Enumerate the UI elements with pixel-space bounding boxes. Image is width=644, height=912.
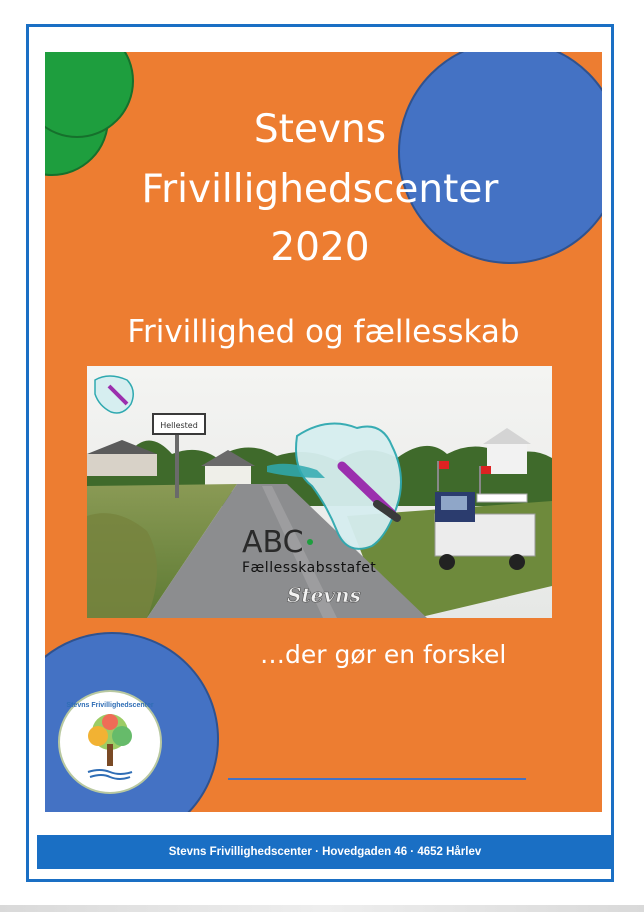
organization-logo <box>58 690 162 794</box>
stafet-place-text: Stevns <box>287 583 361 607</box>
logo-text: Stevns Frivillighedscenter <box>66 702 154 709</box>
bottom-edge-strip <box>0 905 644 912</box>
tagline: …der gør en forskel <box>260 640 507 669</box>
subtitle: Frivillighed og fællesskab <box>127 314 520 350</box>
road-sign-text: Hellested <box>160 421 198 430</box>
title-year: 2020 <box>270 225 370 270</box>
cover-photo <box>87 366 552 618</box>
tree-icon <box>60 692 160 792</box>
abc-logo-text: ABC <box>242 525 304 560</box>
title-line-2: Frivillighedscenter <box>141 167 499 212</box>
stafet-name-text: Fællesskabsstafet <box>242 560 377 576</box>
footer-address-bar: Stevns Frivillighedscenter · Hovedgaden 46 · 4652 Hårlev <box>37 835 613 869</box>
title-line-1: Stevns <box>253 107 387 152</box>
road-scene-illustration <box>87 366 552 618</box>
signature-line <box>228 778 526 780</box>
